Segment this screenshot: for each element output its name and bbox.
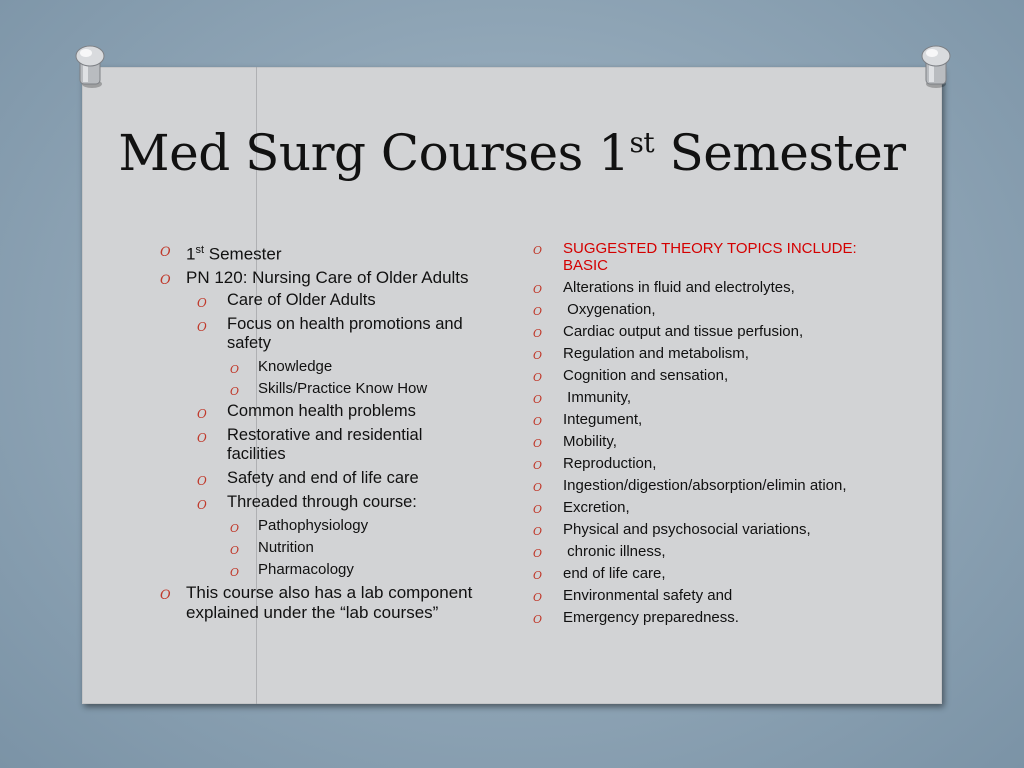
bullet-icon: O xyxy=(533,437,543,450)
bullet-icon: O xyxy=(160,272,171,288)
list-item: O Nutrition xyxy=(160,539,480,557)
left-bullet-list xyxy=(160,240,480,626)
list-item: O Focus on health promotions and safety xyxy=(197,314,463,352)
list-item: O Mobility, xyxy=(533,433,617,450)
bullet-icon: O xyxy=(533,613,543,626)
bullet-icon: O xyxy=(533,481,543,494)
bullet-icon: O xyxy=(533,459,543,472)
list-item: O Ingestion/digestion/absorption/elimin ation, xyxy=(533,477,847,494)
bullet-icon: O xyxy=(230,384,240,398)
list-item: O Immunity, xyxy=(533,389,632,406)
list-item: O Pharmacology xyxy=(160,561,480,579)
bullet-icon: O xyxy=(533,393,543,406)
bullet-icon: O xyxy=(197,406,207,421)
bullet-icon: O xyxy=(533,525,543,538)
list-item: O Knowledge xyxy=(160,358,480,376)
bullet-icon: O xyxy=(197,295,207,310)
bullet-icon: O xyxy=(533,283,543,296)
bullet-icon: O xyxy=(230,521,240,535)
bullet-icon: O xyxy=(533,415,543,428)
list-item: O Threaded through course: xyxy=(160,493,480,512)
bullet-icon: O xyxy=(197,430,207,445)
list-item: O Regulation and metabolism, xyxy=(533,345,749,362)
list-item: O Environmental safety and xyxy=(533,587,733,604)
bullet-icon: O xyxy=(197,497,207,512)
list-item: O Pathophysiology xyxy=(160,517,480,535)
list-item: O Integument, xyxy=(533,411,643,428)
bullet-icon: O xyxy=(533,371,543,384)
title-superscript: st xyxy=(629,126,655,159)
list-item: O Emergency preparedness. xyxy=(533,609,739,626)
title-text-end: Semester xyxy=(654,124,906,182)
list-item: O Skills/Practice Know How xyxy=(160,380,480,398)
list-item: O Oxygenation, xyxy=(533,301,656,318)
bullet-icon: O xyxy=(197,319,207,334)
bullet-icon: O xyxy=(533,327,543,340)
bullet-icon: O xyxy=(533,305,543,318)
list-item: O chronic illness, xyxy=(533,543,666,560)
topics-heading: O SUGGESTED THEORY TOPICS INCLUDE: BASIC xyxy=(533,240,857,274)
bullet-icon: O xyxy=(197,473,207,488)
list-item: O Restorative and residential facilities xyxy=(197,425,423,463)
bullet-icon: O xyxy=(533,503,543,516)
bullet-icon: O xyxy=(230,565,240,579)
list-item: O This course also has a lab component explained under the “lab courses” xyxy=(160,582,473,622)
bullet-icon: O xyxy=(533,569,543,582)
bullet-icon: O xyxy=(533,244,543,257)
list-item: O end of life care, xyxy=(533,565,666,582)
list-item: O PN 120: Nursing Care of Older Adults xyxy=(160,268,480,288)
list-item: O Excretion, xyxy=(533,499,630,516)
bullet-icon: O xyxy=(160,587,171,603)
title-text: Med Surg Courses 1 xyxy=(118,124,630,182)
list-item: O Alterations in fluid and electrolytes, xyxy=(533,279,795,296)
bullet-icon: O xyxy=(230,362,240,376)
list-item: O Cardiac output and tissue perfusion, xyxy=(533,323,804,340)
bullet-icon: O xyxy=(533,349,543,362)
slide-title xyxy=(82,124,942,182)
right-bullet-list xyxy=(533,240,873,631)
list-item: O Care of Older Adults xyxy=(160,291,480,310)
pushpin-icon-right xyxy=(916,38,956,94)
list-item: O Safety and end of life care xyxy=(160,469,480,488)
pushpin-icon-left xyxy=(70,38,110,94)
bullet-icon: O xyxy=(230,543,240,557)
bullet-icon: O xyxy=(533,591,543,604)
list-item: O Reproduction, xyxy=(533,455,657,472)
list-item: O Common health problems xyxy=(160,402,480,421)
list-item: O Physical and psychosocial variations, xyxy=(533,521,811,538)
bullet-icon: O xyxy=(160,245,171,260)
bullet-icon: O xyxy=(533,547,543,560)
list-item: O 1st Semester xyxy=(160,244,282,264)
list-item: O Cognition and sensation, xyxy=(533,367,729,384)
